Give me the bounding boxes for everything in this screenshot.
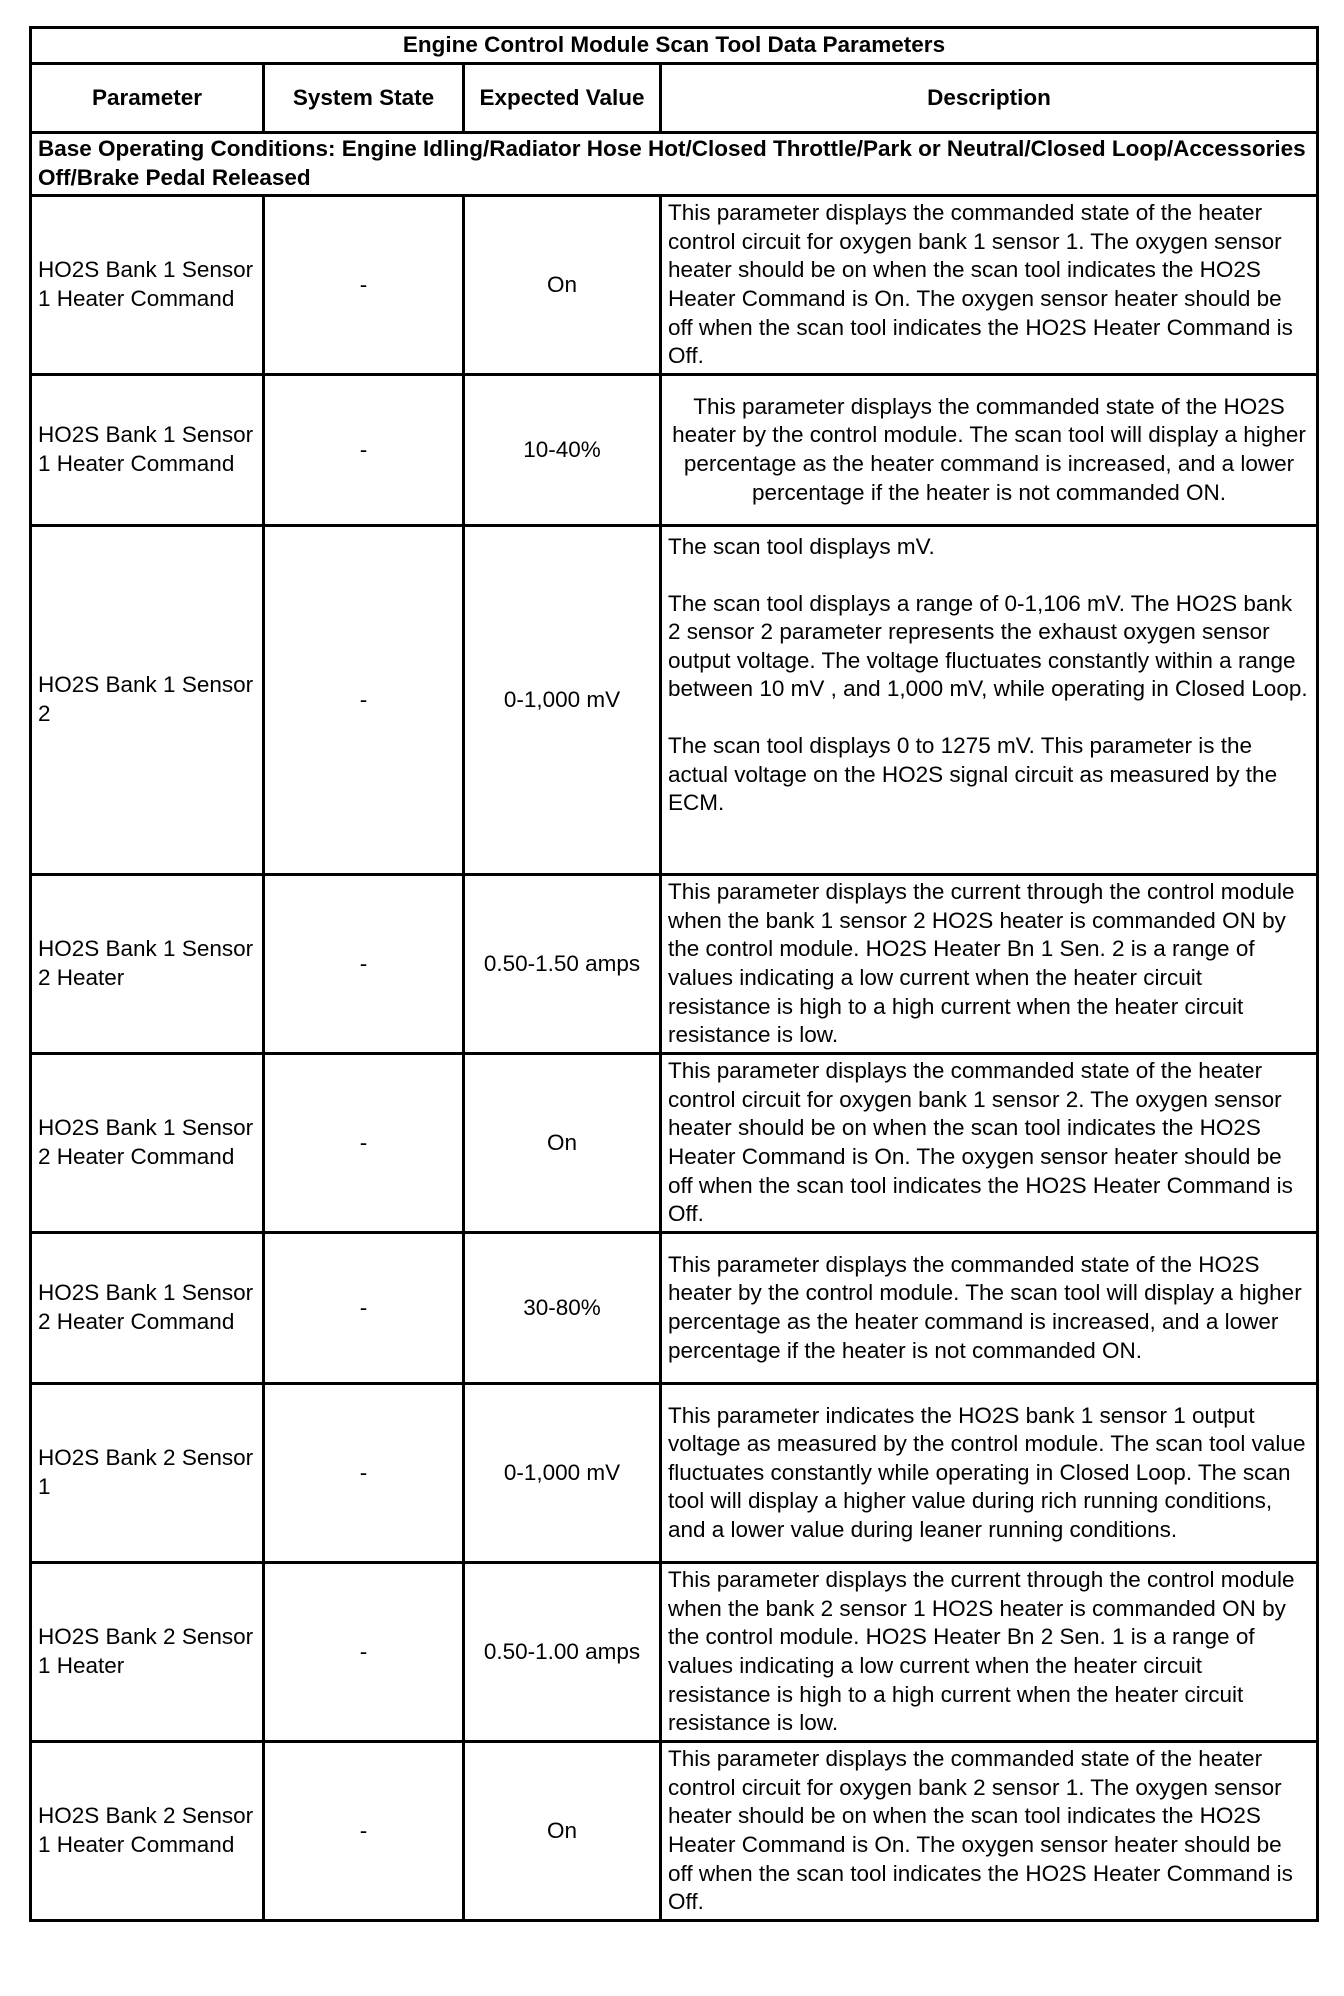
description-paragraph: This parameter displays the current through the control module when the bank 2 sensor 1 HO2S heater is commanded ON by the control module. HO2S Heater Bn 2 Sen. 1 is a range of values indicating a low current when the heater circuit resistance is high to a high current when the heater circuit resistance is low. — [668, 1567, 1295, 1736]
description-paragraph: This parameter displays the current through the control module when the bank 1 sensor 2 HO2S heater is commanded ON by the control module. HO2S Heater Bn 1 Sen. 2 is a range of values indicating a low current when the heater circuit resistance is high to a high current when the heater circuit resistance is low. — [668, 879, 1295, 1048]
parameter-cell: HO2S Bank 1 Sensor 1 Heater Command — [31, 196, 264, 375]
expected-value-cell: On — [464, 1054, 661, 1233]
expected-value-cell: 30-80% — [464, 1233, 661, 1384]
table-row — [31, 375, 1318, 526]
system-state-cell: - — [264, 1054, 464, 1233]
parameter-cell: HO2S Bank 1 Sensor 2 — [31, 526, 264, 875]
parameter-cell: HO2S Bank 2 Sensor 1 — [31, 1384, 264, 1563]
description-cell — [661, 1384, 1318, 1563]
expected-value-cell: 0.50-1.50 amps — [464, 875, 661, 1054]
parameter-cell: HO2S Bank 1 Sensor 2 Heater Command — [31, 1054, 264, 1233]
expected-value-cell: 0-1,000 mV — [464, 1384, 661, 1563]
expected-value-cell: On — [464, 1742, 661, 1921]
parameter-cell: HO2S Bank 2 Sensor 1 Heater Command — [31, 1742, 264, 1921]
system-state-cell: - — [264, 1563, 464, 1742]
description-paragraph: The scan tool displays mV. — [668, 534, 935, 559]
description-paragraph: This parameter indicates the HO2S bank 1 sensor 1 output voltage as measured by the control module. The scan tool value fluctuates constantly while operating in Closed Loop. The scan tool will display a higher value during rich running conditions, and a lower value during leaner running conditions. — [668, 1402, 1306, 1542]
system-state-cell: - — [264, 1233, 464, 1384]
table-row — [31, 1054, 1318, 1233]
table-row — [31, 526, 1318, 875]
description-cell — [661, 875, 1318, 1054]
description-cell — [661, 1233, 1318, 1384]
system-state-cell: - — [264, 875, 464, 1054]
system-state-cell: - — [264, 1384, 464, 1563]
description-paragraph: The scan tool displays 0 to 1275 mV. This parameter is the actual voltage on the HO2S signal circuit as measured by the ECM. — [668, 732, 1278, 816]
description-paragraph: This parameter displays the commanded state of the HO2S heater by the control module. The scan tool will display a higher percentage as the heater command is increased, and a lower percentage if the heater is not commanded ON. — [672, 393, 1306, 505]
column-header-row — [31, 64, 1318, 133]
description-cell — [661, 1054, 1318, 1233]
column-header-expected-value: Expected Value — [464, 64, 661, 133]
base-operating-conditions: Base Operating Conditions: Engine Idling/Radiator Hose Hot/Closed Throttle/Park or Neutral/Closed Loop/Accessories Off/Brake Pedal Released — [31, 133, 1318, 196]
table-row — [31, 1384, 1318, 1563]
description-cell — [661, 375, 1318, 526]
parameter-cell: HO2S Bank 2 Sensor 1 Heater — [31, 1563, 264, 1742]
system-state-cell: - — [264, 526, 464, 875]
expected-value-cell: 0-1,000 mV — [464, 526, 661, 875]
column-header-system-state: System State — [264, 64, 464, 133]
table-title: Engine Control Module Scan Tool Data Parameters — [31, 28, 1318, 64]
column-header-parameter: Parameter — [31, 64, 264, 133]
table-title-row — [31, 28, 1318, 64]
table-row — [31, 196, 1318, 375]
column-header-description: Description — [661, 64, 1318, 133]
system-state-cell: - — [264, 1742, 464, 1921]
description-paragraph: The scan tool displays a range of 0-1,106 mV. The HO2S bank 2 sensor 2 parameter represents the exhaust oxygen sensor output voltage. The voltage fluctuates constantly within a range between 10 mV , and 1,000 mV, while operating in Closed Loop. — [668, 590, 1308, 702]
base-conditions-row — [31, 133, 1318, 196]
system-state-cell: - — [264, 196, 464, 375]
table-row — [31, 1233, 1318, 1384]
description-cell — [661, 196, 1318, 375]
description-paragraph: This parameter displays the commanded state of the heater control circuit for oxygen bank 1 sensor 2. The oxygen sensor heater should be on when the scan tool indicates the HO2S Heater Command is On. The oxygen sensor heater should be off when the scan tool indicates the HO2S Heater Command is Off. — [668, 1058, 1293, 1227]
expected-value-cell: On — [464, 196, 661, 375]
table-row — [31, 1563, 1318, 1742]
system-state-cell: - — [264, 375, 464, 526]
description-cell — [661, 526, 1318, 875]
expected-value-cell: 10-40% — [464, 375, 661, 526]
parameter-cell: HO2S Bank 1 Sensor 1 Heater Command — [31, 375, 264, 526]
table-row — [31, 875, 1318, 1054]
description-paragraph: This parameter displays the commanded state of the heater control circuit for oxygen bank 1 sensor 1. The oxygen sensor heater should be on when the scan tool indicates the HO2S Heater Command is On. The oxygen sensor heater should be off when the scan tool indicates the HO2S Heater Command is Off. — [668, 200, 1293, 369]
description-paragraph: This parameter displays the commanded state of the heater control circuit for oxygen bank 2 sensor 1. The oxygen sensor heater should be on when the scan tool indicates the HO2S Heater Command is On. The oxygen sensor heater should be off when the scan tool indicates the HO2S Heater Command is Off. — [668, 1746, 1293, 1915]
parameter-cell: HO2S Bank 1 Sensor 2 Heater Command — [31, 1233, 264, 1384]
scan-tool-data-table — [29, 26, 1319, 1922]
parameter-cell: HO2S Bank 1 Sensor 2 Heater — [31, 875, 264, 1054]
description-cell — [661, 1563, 1318, 1742]
description-cell — [661, 1742, 1318, 1921]
description-paragraph: This parameter displays the commanded state of the HO2S heater by the control module. The scan tool will display a higher percentage as the heater command is increased, and a lower percentage if the heater is not commanded ON. — [668, 1251, 1302, 1363]
table-row — [31, 1742, 1318, 1921]
expected-value-cell: 0.50-1.00 amps — [464, 1563, 661, 1742]
